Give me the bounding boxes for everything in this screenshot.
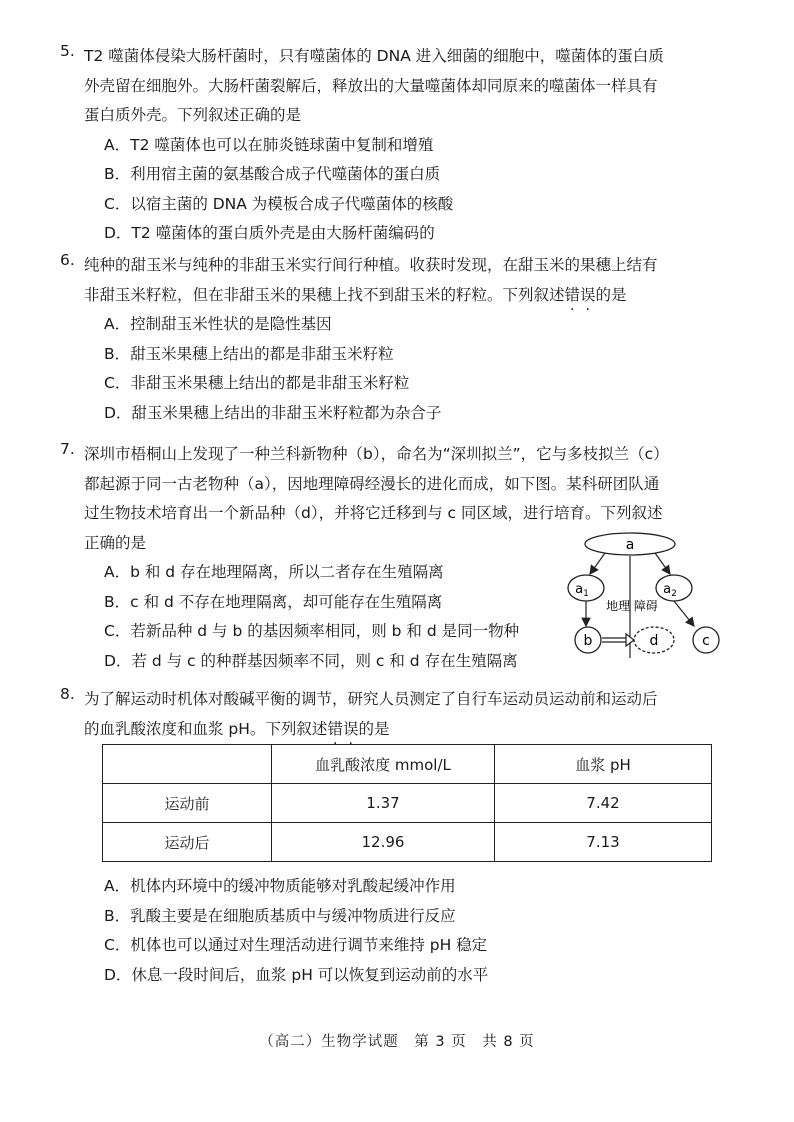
node-a1-label — [575, 582, 589, 599]
arrow-a2-to-c — [674, 601, 694, 626]
node-a2-label — [663, 582, 677, 599]
option-c: C．机体也可以通过对生理活动进行调节来维持 pH 稳定 — [104, 936, 488, 955]
arrow-a-to-a1 — [590, 553, 605, 574]
question-text-line: 纯种的甜玉米与纯种的非甜玉米实行间行种植。收获时发现，在甜玉米的果穗上结有 — [84, 256, 658, 274]
node-b-label: b — [583, 633, 593, 649]
question-number: 8. — [60, 685, 75, 703]
question-text: 的血乳酸浓度和血浆 pH。下列叙述 — [84, 719, 328, 738]
question-text-line: 都起源于同一古老物种（a），因地理障碍经漫长的进化而成，如下图。某科研团队通 — [84, 474, 660, 493]
question-text-line: 过生物技术培育出一个新品种（d），并将它迁移到与 c 同区域，进行培育。下列叙述 — [84, 504, 663, 522]
node-a1-subscript: 1 — [583, 589, 589, 599]
question-text-line: 外壳留在细胞外。大肠杆菌裂解后，释放出的大量噬菌体却同原来的噬菌体一样具有 — [84, 76, 658, 95]
option-c: C．以宿主菌的 DNA 为模板合成子代噬菌体的核酸 — [104, 194, 454, 213]
emphasis-char: 误 — [580, 285, 596, 304]
question-8 — [60, 685, 724, 744]
question-text-line — [84, 281, 724, 311]
node-a-label: a — [625, 537, 635, 553]
page-footer: （高二）生物学试题 第 3 页 共 8 页 — [259, 1034, 535, 1050]
question-text: 的是 — [358, 719, 390, 738]
emphasis-char: 误 — [342, 719, 359, 738]
double-arrow-b-to-d — [602, 634, 634, 646]
emphasis-char: 错 — [327, 719, 343, 738]
table-header-cell: 血浆 pH — [495, 745, 712, 784]
table-row — [103, 784, 712, 823]
option-a: A．T2 噬菌体也可以在肺炎链球菌中复制和增殖 — [104, 135, 434, 154]
option-a: A．控制甜玉米性状的是隐性基因 — [104, 315, 332, 333]
question-text: 非甜玉米籽粒，但在非甜玉米的果穗上找不到甜玉米的籽粒。下列叙述 — [84, 285, 565, 304]
table-cell: 7.42 — [495, 784, 712, 823]
option-b: B．c 和 d 不存在地理隔离，却可能存在生殖隔离 — [104, 592, 443, 611]
question-text-line: T2 噬菌体侵染大肠杆菌时，只有噬菌体的 DNA 进入细菌的细胞中，噬菌体的蛋白质 — [84, 47, 664, 65]
option-b: B．利用宿主菌的氨基酸合成子代噬菌体的蛋白质 — [104, 165, 441, 184]
question-8-options — [84, 872, 724, 990]
question-text-line: 正确的是 — [84, 533, 147, 552]
table-cell: 运动前 — [103, 784, 272, 823]
option-d: D．T2 噬菌体的蛋白质外壳是由大肠杆菌编码的 — [104, 224, 435, 243]
table-header-row — [103, 745, 712, 784]
table-cell: 12.96 — [272, 823, 495, 862]
option-a: A．b 和 d 存在地理隔离，所以二者存在生殖隔离 — [104, 563, 444, 581]
question-text-line: 深圳市梧桐山上发现了一种兰科新物种（b），命名为“深圳拟兰”，它与多枝拟兰（c） — [84, 445, 669, 463]
table-header-cell — [103, 745, 272, 784]
option-b: B．甜玉米果穗上结出的都是非甜玉米籽粒 — [104, 344, 394, 363]
table-header-cell: 血乳酸浓度 mmol/L — [272, 745, 495, 784]
question-text-line: 蛋白质外壳。下列叙述正确的是 — [84, 106, 302, 124]
node-a1-letter: a — [575, 582, 584, 597]
emphasis-char: 错 — [564, 285, 581, 304]
geographic-barrier-label: 地理 障碍 — [606, 599, 658, 613]
node-a2-letter: a — [663, 582, 672, 597]
data-table — [102, 744, 712, 862]
node-c-label: c — [702, 633, 710, 649]
option-d: D．若 d 与 c 的种群基因频率不同，则 c 和 d 存在生殖隔离 — [104, 651, 518, 670]
question-number: 6. — [60, 251, 75, 269]
question-text: 的是 — [595, 285, 627, 304]
option-b: B．乳酸主要是在细胞质基质中与缓冲物质进行反应 — [104, 906, 456, 925]
table-row — [103, 823, 712, 862]
question-5 — [60, 42, 724, 249]
option-d: D．甜玉米果穗上结出的非甜玉米籽粒都为杂合子 — [104, 403, 442, 422]
table-cell: 7.13 — [495, 823, 712, 862]
speciation-diagram — [550, 532, 730, 662]
option-c: C．非甜玉米果穗上结出的都是非甜玉米籽粒 — [104, 374, 410, 393]
option-d: D．休息一段时间后，血浆 pH 可以恢复到运动前的水平 — [104, 965, 489, 984]
table-cell: 运动后 — [103, 823, 272, 862]
question-text-line — [84, 715, 724, 745]
question-text-line: 为了解运动时机体对酸碱平衡的调节，研究人员测定了自行车运动员运动前和运动后 — [84, 690, 658, 708]
node-a2-subscript: 2 — [671, 589, 677, 599]
option-a: A．机体内环境中的缓冲物质能够对乳酸起缓冲作用 — [104, 877, 456, 895]
question-number: 7. — [60, 440, 75, 458]
table-cell: 1.37 — [272, 784, 495, 823]
question-6 — [60, 251, 724, 428]
node-d-label: d — [649, 633, 659, 649]
arrow-a-to-a2 — [655, 553, 670, 574]
question-number: 5. — [60, 42, 75, 60]
option-c: C．若新品种 d 与 b 的基因频率相同，则 b 和 d 是同一物种 — [104, 622, 520, 641]
